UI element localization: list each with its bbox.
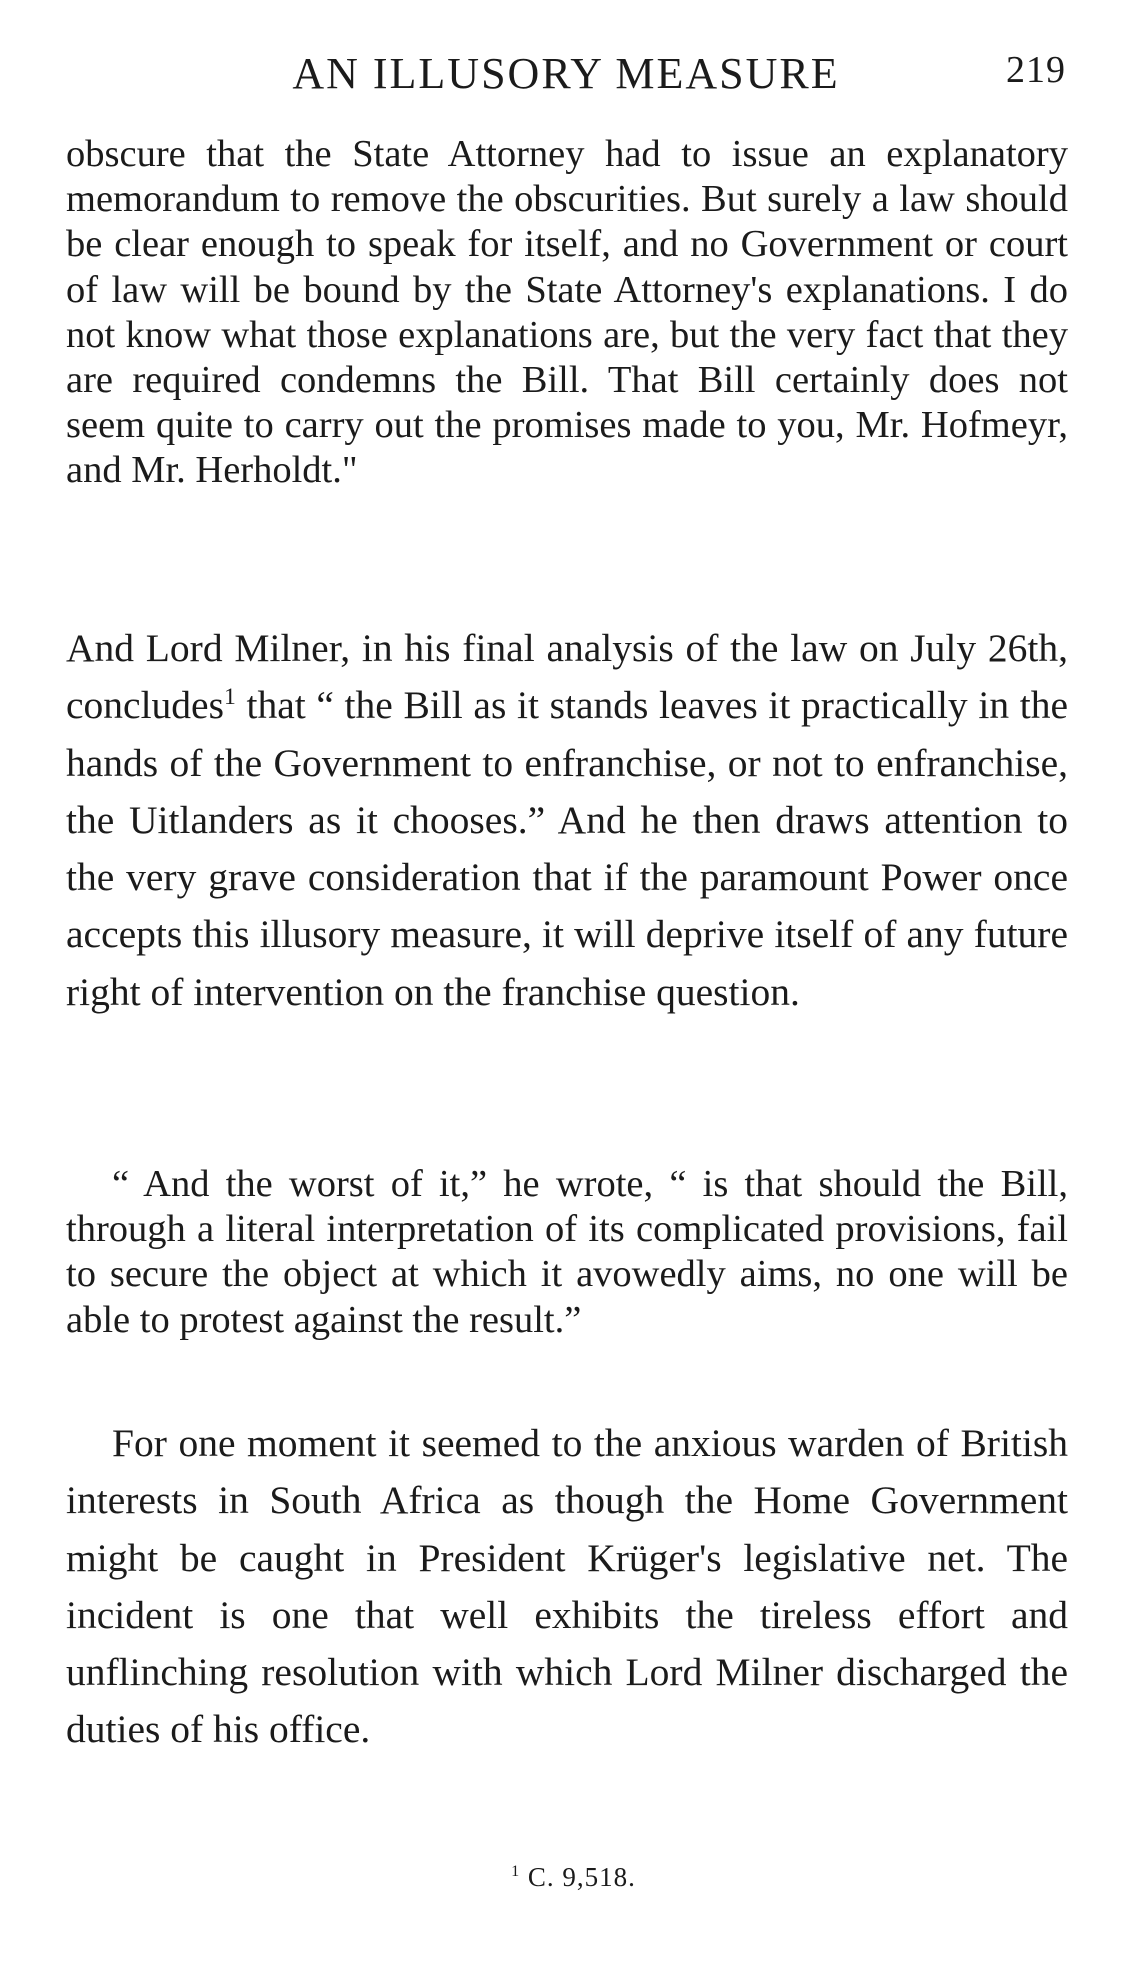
paragraph-text-end: that “ the Bill as it stands leaves it practically in the hands of the Government to enfranchise, or not to enfranchise, the Uitlanders as it chooses.” And he then draws attention to the very grave consideration that if the paramount Power once accepts this illusory measure, it will deprive itself of any future right of intervention on the franchise question. — [66, 683, 1068, 1014]
page-header — [66, 48, 1066, 108]
footnote-reference: 1 — [223, 684, 236, 711]
footnote-mark: 1 — [511, 1862, 521, 1880]
running-title: AN ILLUSORY MEASURE — [292, 49, 840, 98]
quoted-paragraph-worst: “ And the worst of it,” he wrote, “ is that should the Bill, through a literal interpretation of its complicated provisions, fail to secure the object at which it avowedly aims, no one will be able to protest against the result.” — [66, 1163, 1068, 1341]
quoted-paragraph-continued: obscure that the State Attorney had to issue an explanatory memorandum to remove the obscurities. But surely a law should be clear enough to speak for itself, and no Government or court of law will be bound by the State Attorney's explanations. I do not know what those explanations are, but the very fact that they are required condemns the Bill. That Bill certainly does not seem quite to carry out the promises made to you, Mr. Hofmeyr, and Mr. Herholdt." — [66, 133, 1068, 492]
footnote-text: C. 9,518. — [520, 1862, 636, 1892]
paragraph-text-start: And Lord Milner, in his final analysis of the law on July 26th, concludes — [66, 626, 1068, 728]
body-paragraph-milner-analysis — [66, 620, 1068, 1021]
footnote — [0, 1862, 1147, 1893]
page-number: 219 — [1006, 49, 1066, 91]
body-paragraph-one-moment: For one moment it seemed to the anxious warden of British interests in South Africa as though the Home Government might be caught in President Krüger's legislative net. The incident is one that well exhibits the tireless effort and unflinching resolution with which Lord Milner discharged the duties of his office. — [66, 1421, 1068, 1752]
